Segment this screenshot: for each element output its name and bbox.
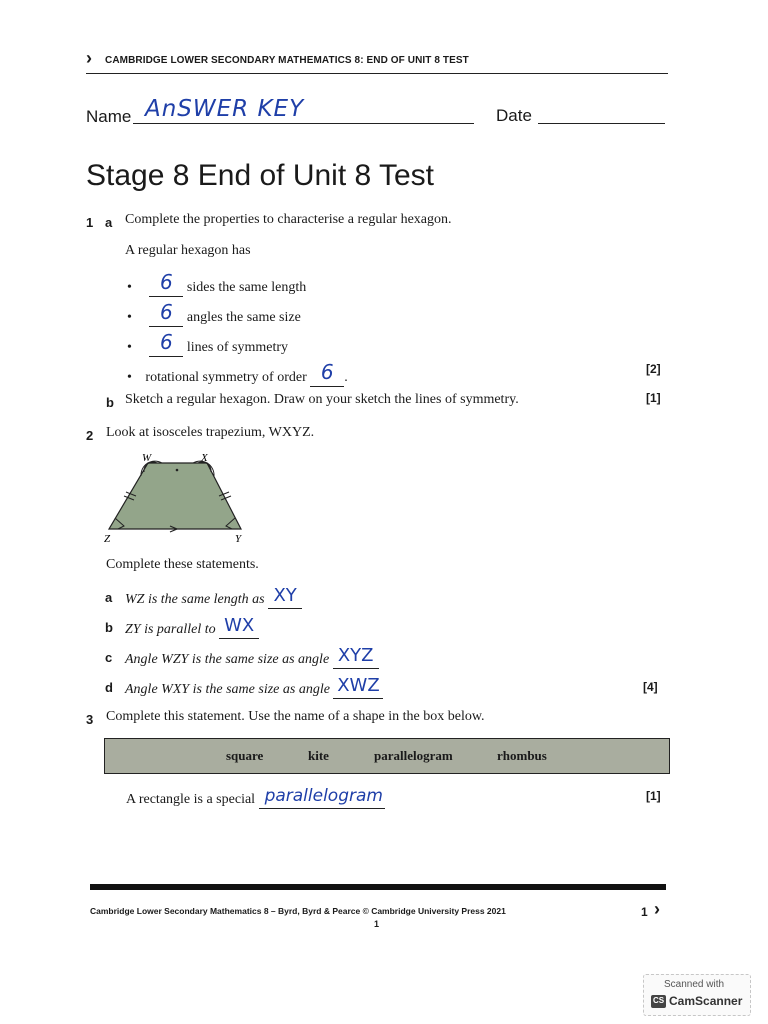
- q2-marks: [4]: [643, 680, 658, 694]
- camscanner-line2: CamScanner: [669, 994, 743, 1008]
- date-label: Date: [496, 106, 532, 125]
- q1a-answer-3: 6: [160, 330, 173, 354]
- option-parallelogram: parallelogram: [374, 748, 453, 763]
- q2-instruction: Complete these statements.: [106, 557, 259, 572]
- header-title: CAMBRIDGE LOWER SECONDARY MATHEMATICS 8: END OF UNIT 8 TEST: [105, 55, 469, 66]
- q2c-text: Angle WZY is the same size as angle: [125, 652, 330, 667]
- camscanner-line1: Scanned with: [664, 979, 725, 990]
- q1b-letter: b: [106, 395, 114, 410]
- trapezium-shape: [109, 463, 241, 529]
- page-title: Stage 8 End of Unit 8 Test: [86, 159, 435, 192]
- q1a-bullet-1: [127, 272, 306, 297]
- footer-rule: [90, 884, 666, 890]
- q1a-last-prefix: rotational symmetry of order: [145, 370, 307, 385]
- vertex-y: Y: [235, 533, 242, 545]
- bullet-icon: •: [127, 310, 132, 325]
- q2b-letter: b: [105, 620, 113, 635]
- q3-statement-text: A rectangle is a special: [126, 792, 256, 807]
- q1a-bullet-text-2: angles the same size: [186, 310, 301, 325]
- q2d-statement: [125, 677, 383, 699]
- q1a-answer-2: 6: [160, 300, 173, 324]
- q1b-marks: [1]: [646, 391, 661, 405]
- q3-marks: [1]: [646, 789, 661, 803]
- q1a-bullet-3: [127, 332, 288, 357]
- q2c-answer: XYZ: [337, 645, 374, 666]
- q3-answer-field[interactable]: [259, 788, 385, 809]
- q1a-answer-4: 6: [320, 360, 334, 384]
- q2b-answer-field[interactable]: [219, 617, 259, 639]
- q1a-answer-field-3[interactable]: [149, 332, 183, 357]
- header-rule: [86, 73, 668, 74]
- q1a-prompt: Complete the properties to characterise a regular hexagon.: [125, 212, 452, 227]
- q2b-statement: [125, 617, 259, 639]
- vertex-w: W: [142, 452, 152, 464]
- option-square: square: [226, 748, 264, 763]
- q1a-bullet-text-3: lines of symmetry: [186, 340, 289, 355]
- q1a-bullet-4: [127, 362, 348, 387]
- dot-mark: [176, 469, 179, 472]
- q2a-letter: a: [105, 590, 113, 605]
- q1a-answer-field-1[interactable]: [149, 272, 183, 297]
- q2a-answer-field[interactable]: [268, 587, 302, 609]
- date-field[interactable]: [538, 106, 665, 124]
- vertex-x: X: [201, 452, 208, 464]
- q2a-answer: XY: [273, 585, 297, 606]
- q2c-answer-field[interactable]: [333, 647, 379, 669]
- trapezium-diagram: [100, 450, 260, 545]
- q1a-answer-1: 6: [160, 270, 173, 294]
- footer-page-center: 1: [374, 919, 380, 929]
- shape-word-box: [104, 738, 670, 774]
- name-value: AnSWER KEY: [145, 96, 305, 122]
- bullet-icon: •: [127, 280, 132, 295]
- q2d-letter: d: [105, 680, 113, 695]
- q3-number: 3: [86, 712, 94, 727]
- q1a-bullet-2: [127, 302, 301, 327]
- q2d-answer: XWZ: [337, 675, 380, 696]
- q1a-bullet-text-1: sides the same length: [186, 280, 307, 295]
- bullet-icon: •: [127, 340, 132, 355]
- q2-number: 2: [86, 428, 94, 443]
- camscanner-logo-text: CS: [653, 996, 665, 1005]
- q1b-prompt: Sketch a regular hexagon. Draw on your sketch the lines of symmetry.: [125, 392, 519, 407]
- next-page-chevron-icon: ›: [654, 899, 660, 919]
- q2d-text: Angle WXY is the same size as angle: [125, 682, 330, 697]
- q1a-letter: a: [105, 215, 113, 230]
- q2b-text: ZY is parallel to: [125, 622, 216, 637]
- q1a-marks: [2]: [646, 362, 661, 376]
- camscanner-logo-icon: [651, 995, 666, 1008]
- option-kite: kite: [308, 748, 329, 763]
- q2d-answer-field[interactable]: [333, 677, 383, 699]
- q3-answer: parallelogram: [264, 786, 383, 806]
- q2-prompt: Look at isosceles trapezium, WXYZ.: [106, 425, 315, 440]
- footer-text: Cambridge Lower Secondary Mathematics 8 – Byrd, Byrd & Pearce © Cambridge University Press 2021: [90, 906, 506, 916]
- bullet-icon: •: [127, 370, 132, 385]
- footer-page-number: 1: [641, 905, 648, 919]
- q3-prompt: Complete this statement. Use the name of a shape in the box below.: [106, 709, 485, 724]
- q2a-text: WZ is the same length as: [125, 592, 265, 607]
- q2b-answer: WX: [224, 615, 255, 636]
- q2c-statement: [125, 647, 379, 669]
- chevron-right-icon: ›: [86, 48, 92, 68]
- q3-statement: [126, 788, 385, 809]
- q1a-answer-field-4[interactable]: [310, 362, 344, 387]
- q1-number: 1: [86, 215, 94, 230]
- vertex-z: Z: [104, 533, 111, 545]
- q2c-letter: c: [105, 650, 113, 665]
- option-rhombus: rhombus: [497, 748, 547, 763]
- name-label: Name: [86, 107, 132, 126]
- q1a-intro: A regular hexagon has: [125, 243, 251, 258]
- q1a-answer-field-2[interactable]: [149, 302, 183, 327]
- camscanner-badge: [643, 974, 751, 1016]
- q1a-last-suffix: .: [344, 370, 348, 385]
- name-field[interactable]: [133, 96, 474, 124]
- q2a-statement: [125, 587, 302, 609]
